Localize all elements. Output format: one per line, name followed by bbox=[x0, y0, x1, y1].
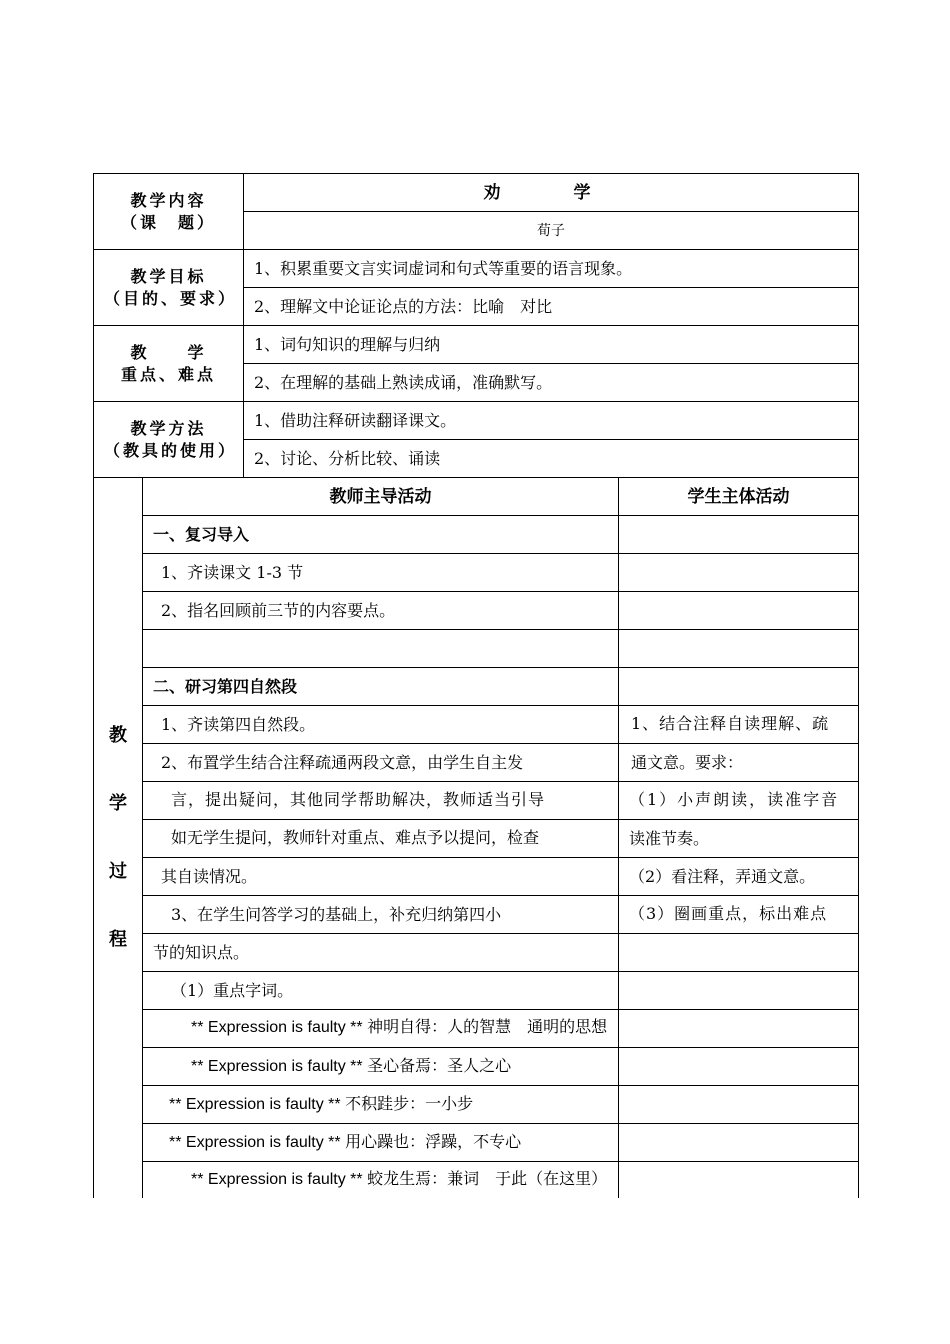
process-side-char: 程 bbox=[109, 929, 127, 950]
key-2: 2、在理解的基础上熟读成诵，准确默写。 bbox=[243, 363, 859, 402]
student-row bbox=[618, 591, 859, 630]
teacher-row: ** Expression is faulty ** 用心躁也：浮躁，不专心 bbox=[142, 1123, 619, 1162]
teacher-row: 节的知识点。 bbox=[142, 933, 619, 972]
student-row: （1）小声朗读，读准字音 bbox=[618, 781, 859, 820]
teacher-row bbox=[142, 553, 619, 592]
student-row: 1、结合注释自读理解、疏 bbox=[618, 705, 859, 744]
teacher-row: 1、齐读第四自然段。 bbox=[142, 705, 619, 744]
teacher-row: 3、在学生问答学习的基础上，补充归纳第四小 bbox=[142, 895, 619, 934]
student-row bbox=[618, 933, 859, 972]
teacher-row: 如无学生提问，教师针对重点、难点予以提问，检查 bbox=[142, 819, 619, 858]
student-row: 读准节奏。 bbox=[618, 819, 859, 858]
method-label: 教学方法 （教具的使用） bbox=[93, 401, 244, 478]
student-row bbox=[618, 515, 859, 554]
student-column-header: 学生主体活动 bbox=[618, 477, 859, 516]
content-label: 教学内容 （课 题） bbox=[93, 173, 244, 250]
process-side-char: 教 bbox=[109, 725, 127, 746]
teacher-row: ** Expression is faulty ** 神明自得：人的智慧 通明的思想 bbox=[142, 1009, 619, 1048]
teacher-column-header: 教师主导活动 bbox=[142, 477, 619, 516]
key-label: 教 学 重点、难点 bbox=[93, 325, 244, 402]
process-side-char: 学 bbox=[109, 793, 127, 814]
teacher-row: 2、布置学生结合注释疏通两段文意，由学生自主发 bbox=[142, 743, 619, 782]
teacher-row: 2、指名回顾前三节的内容要点。 bbox=[142, 591, 619, 630]
student-row bbox=[618, 1009, 859, 1048]
teacher-row: （1）重点字词。 bbox=[142, 971, 619, 1010]
goal-2: 2、理解文中论证论点的方法：比喻 对比 bbox=[243, 287, 859, 326]
teacher-row: 一、复习导入 bbox=[142, 515, 619, 554]
teacher-row: 其自读情况。 bbox=[142, 857, 619, 896]
student-row bbox=[618, 667, 859, 706]
student-row bbox=[618, 553, 859, 592]
teacher-row: ** Expression is faulty ** 圣心备焉：圣人之心 bbox=[142, 1047, 619, 1086]
student-row bbox=[618, 1085, 859, 1124]
teacher-row: ** Expression is faulty ** 蛟龙生焉：兼词 于此（在这里） bbox=[142, 1161, 619, 1198]
goal-1: 1、积累重要文言实词虚词和句式等重要的语言现象。 bbox=[243, 249, 859, 288]
process-side-label bbox=[93, 477, 143, 1198]
teacher-row: 二、研习第四自然段 bbox=[142, 667, 619, 706]
method-2: 2、讨论、分析比较、诵读 bbox=[243, 439, 859, 478]
teacher-row bbox=[142, 629, 619, 668]
lesson-title: 劝 学 bbox=[243, 173, 859, 212]
key-1: 1、词句知识的理解与归纳 bbox=[243, 325, 859, 364]
student-row bbox=[618, 629, 859, 668]
student-row bbox=[618, 1123, 859, 1162]
lesson-author: 荀子 bbox=[243, 211, 859, 250]
student-row: 通文意。要求： bbox=[618, 743, 859, 782]
student-row bbox=[618, 1161, 859, 1198]
process-side-char: 过 bbox=[109, 861, 127, 882]
method-1: 1、借助注释研读翻译课文。 bbox=[243, 401, 859, 440]
student-row bbox=[618, 1047, 859, 1086]
teacher-row-text: 1、齐读课文 1-3 节 bbox=[161, 562, 304, 582]
student-row bbox=[618, 971, 859, 1010]
teacher-row: ** Expression is faulty ** 不积跬步：一小步 bbox=[142, 1085, 619, 1124]
goal-label: 教学目标 （目的、要求） bbox=[93, 249, 244, 326]
lesson-plan-table bbox=[93, 173, 859, 1198]
student-row: （2）看注释，弄通文意。 bbox=[618, 857, 859, 896]
student-row: （3）圈画重点，标出难点 bbox=[618, 895, 859, 934]
teacher-row: 言，提出疑问，其他同学帮助解决，教师适当引导 bbox=[142, 781, 619, 820]
